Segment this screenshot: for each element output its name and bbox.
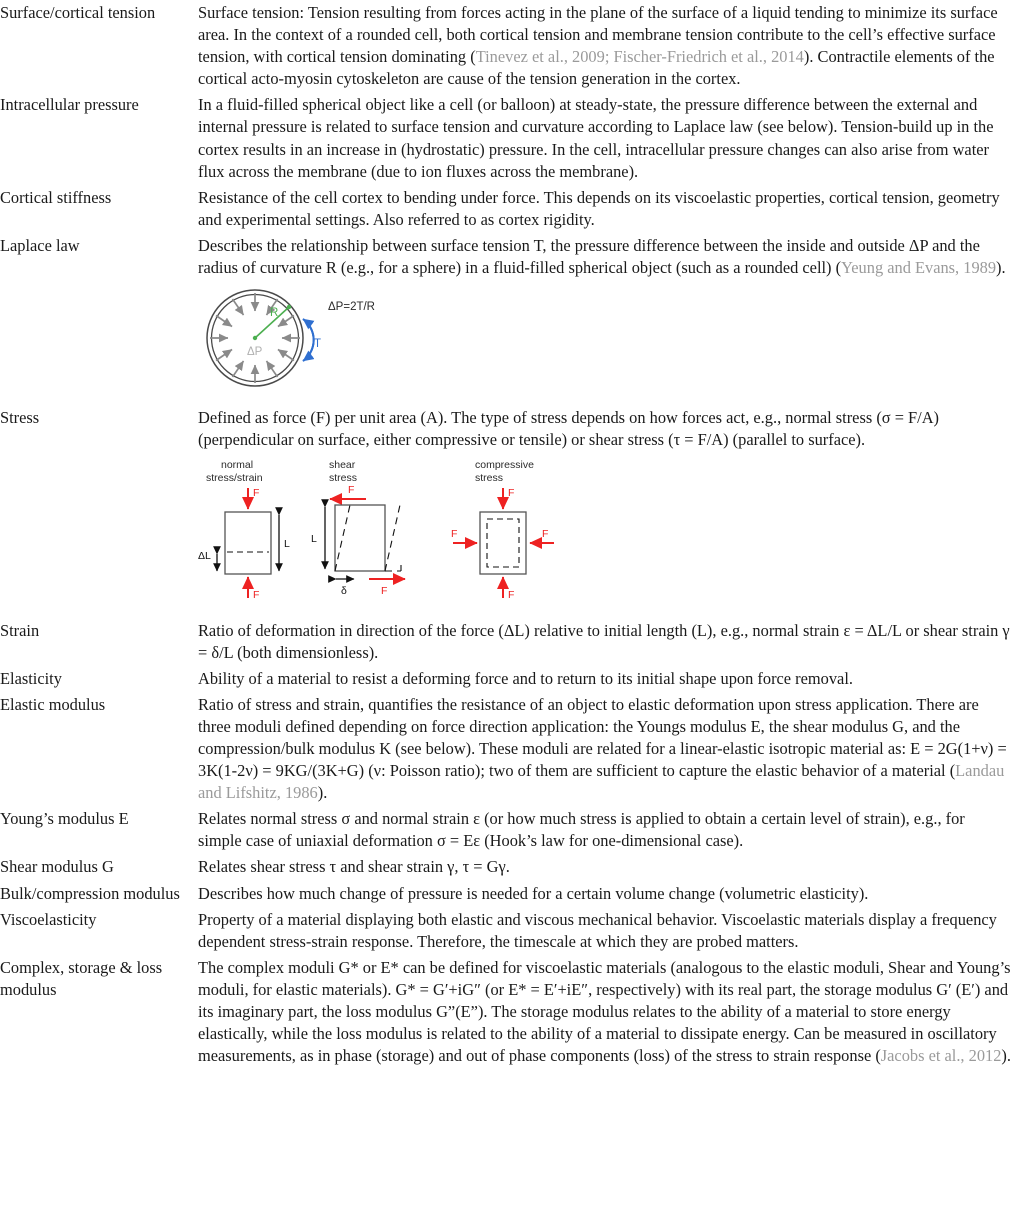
definition-text-tail: ). [996,258,1006,278]
sheared-edge-left [335,505,350,571]
definition-text: Surface tension: Tension resulting from forces acting in the plane of the surface of a liquid tending to minimize its surface area. In the context of a rounded cell, both cortical tension and membrane tension contribute to the cell’s effective surface tension, with cortical tension dominating ( [198,3,998,67]
table-row [0,854,1011,880]
radius-endpoint-dot [287,305,291,309]
center-dot [253,336,257,340]
radius-label: R [270,307,279,320]
tension-arc-upper [303,319,314,361]
term-cell: Bulk/compression modulus [0,883,180,903]
definition-cell [198,907,1011,955]
definition-cell [198,955,1011,1069]
force-label-top: F [348,484,355,497]
term-cell: Complex, storage & loss modulus [0,957,163,999]
table-row [0,955,1011,1069]
citation-reference[interactable]: Tinevez et al., 2009; Fischer-Friedrich et al., 2014 [475,47,804,67]
force-label-bottom: F [253,589,260,602]
definition-text: Ratio of stress and strain, quantifies the resistance of an object to elastic deformation upon stress application. There are three moduli defined depending on force direction application: the Youngs modulus E, the shear modulus G, and the compression/bulk modulus K (see below). These moduli are related for a linear-elastic isotropic material as: E = 2G(1+ν) = 3K(1-2ν) = 9KG/(3K+G) (ν: Poisson ratio); two of them are sufficient to capture the elastic behavior of a material ( [198,694,1007,781]
delta-length-label: ΔL [198,550,211,563]
table-row [0,806,1011,854]
term-cell: Strain [0,620,40,640]
table-row [0,881,1011,907]
table-row [0,0,1011,92]
term-cell: Shear modulus G [0,857,114,877]
term-cell: Cortical stiffness [0,187,112,207]
definition-cell [198,185,1011,233]
definition-text: Describes how much change of pressure is needed for a certain volume change (volumetric elasticity). [198,883,869,903]
force-label-top: F [508,487,515,500]
force-label-right: F [542,528,549,541]
definition-cell [198,692,1011,806]
panel-title-line2: stress [475,472,504,485]
table-row [0,405,1011,617]
definition-text: In a fluid-filled spherical object like a cell (or balloon) at steady-state, the pressure difference between the external and internal pressure is related to surface tension and curvature according to Laplace law (see below). Tension-build up in the cortex results in an increase in (hydrostatic) pressure. In the cell, intracellular pressure changes can also arise from water flux across the membrane (due to ion fluxes across the membrane). [198,95,994,181]
panel-title-line2: stress/strain [206,472,263,485]
stress-types-svg [198,457,568,605]
force-label-left: F [451,528,458,541]
definition-cell [198,881,1011,907]
term-cell: Elastic modulus [0,694,106,714]
citation-reference[interactable]: Jacobs et al., 2012 [880,1046,1002,1066]
citation-reference[interactable]: Landau and Lifshitz, 1986 [198,761,1005,803]
laplace-formula: ΔP=2T/R [328,301,375,314]
definition-text: Ratio of deformation in direction of the force (ΔL) relative to initial length (L), e.g., normal strain ε = ΔL/L or shear strain γ = δ/L (both dimensionless). [198,620,1010,662]
term-cell: Young’s modulus E [0,809,129,829]
laplace-law-figure [202,279,1011,403]
table-row [0,233,1011,405]
term-cell: Surface/cortical tension [0,3,156,22]
definition-cell [198,92,1011,184]
table-row [0,618,1011,666]
stress-types-figure [198,451,1011,615]
force-label-bottom: F [381,585,388,598]
panel-title-line1: compressive [475,459,534,472]
definition-text-tail: ). [1001,1046,1011,1066]
definition-text: The complex moduli G* or E* can be defined for viscoelastic materials (analogous to the elastic moduli, Shear and Young’s moduli, for elastic materials). G* = G′+iG″ (or E* = E′+iE″, respectively) with its real part, the storage modulus G′ (E′) and its imaginary part, the loss modulus G”(E”). The storage modulus relates to the ability of a material to store energy elastically, while the loss modulus is related to the ability of a material to dissipate energy. Can be measured in oscillatory measurements, as in phase (storage) and out of phase components (loss) of the stress to strain response ( [198,957,1011,1066]
compressed-dashed-box [487,519,519,567]
length-label: L [284,538,290,551]
definition-text: Relates shear stress τ and shear strain γ, τ = Gγ. [198,857,510,877]
force-label-top: F [253,487,260,500]
panel-shear-stress [311,459,405,597]
table-row [0,92,1011,184]
definition-text: Relates normal stress σ and normal strain ε (or how much stress is applied to obtain a certain level of strain), e.g., for simple case of uniaxial deformation σ = Eε (Hook’s law for one-dimensional case). [198,809,965,851]
tension-label: T [314,338,322,351]
definition-cell [198,0,1011,92]
definition-cell [198,806,1011,854]
delta-label: δ [341,585,347,598]
definition-text: Resistance of the cell cortex to bending under force. This depends on its viscoelastic properties, cortical tension, geometry and experimental settings. Also referred to as cortex rigidity. [198,187,1000,229]
table-row [0,692,1011,806]
definition-cell [198,233,1011,405]
specimen-box [225,512,271,574]
term-cell: Viscoelasticity [0,909,97,929]
force-label-bottom: F [508,589,515,602]
sheared-edge-right [385,505,400,571]
panel-normal-stress [198,459,290,601]
panel-title-line2: stress [329,472,358,485]
panel-title-line1: normal [221,459,254,472]
pressure-label: ΔP [247,346,263,359]
citation-reference[interactable]: Yeung and Evans, 1989 [841,258,997,278]
definition-text-tail: ). [317,783,328,803]
table-row [0,185,1011,233]
definition-text: Property of a material displaying both elastic and viscous mechanical behavior. Viscoelastic materials display a frequency dependent stress-strain response. Therefore, the timescale at which they are probed matters. [198,909,997,951]
term-cell: Laplace law [0,235,80,255]
definition-cell [198,666,1011,692]
definition-cell [198,405,1011,617]
term-cell: Intracellular pressure [0,95,139,115]
term-cell: Stress [0,408,40,428]
definition-text: Describes the relationship between surface tension T, the pressure difference between the inside and outside ΔP and the radius of curvature R (e.g., for a sphere) in a fluid-filled spherical object (such as a rounded cell) ( [198,235,980,278]
definition-cell [198,854,1011,880]
length-label: L [311,533,317,546]
term-cell: Elasticity [0,668,62,688]
definition-text-tail: ). Contractile elements of the cortical acto-myosin cytoskeleton are cause of the tension generation in the cortex. [198,47,995,89]
definition-text: Defined as force (F) per unit area (A). The type of stress depends on how forces act, e.g., normal stress (σ = F/A) (perpendicular on surface, either compressive or tensile) or shear stress (τ = F/A) (parallel to surface). [198,408,940,450]
specimen-box [335,505,385,571]
definition-cell [198,618,1011,666]
panel-compressive-stress [451,459,554,601]
panel-title-line1: shear [329,459,356,472]
table-row [0,907,1011,955]
laplace-law-svg [202,285,522,393]
table-row [0,666,1011,692]
definition-text: Ability of a material to resist a deforming force and to return to its initial shape upon force removal. [198,668,853,688]
